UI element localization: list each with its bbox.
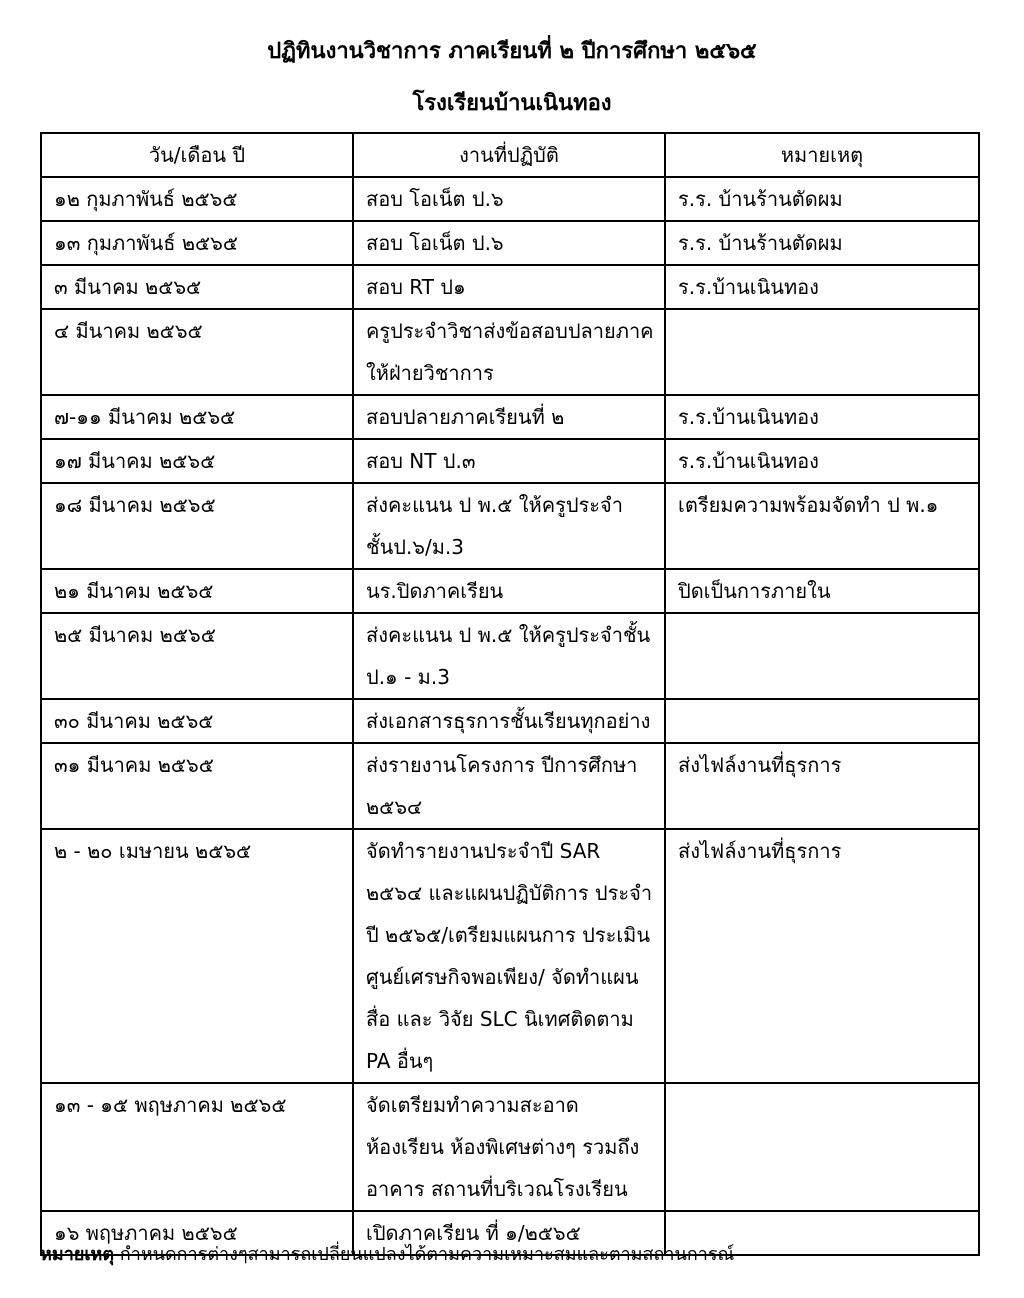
cell-date: ๑๗ มีนาคม ๒๕๖๕	[41, 439, 353, 483]
table-row	[41, 743, 979, 829]
school-name: โรงเรียนบ้านเนินทอง	[412, 91, 612, 116]
table-row	[41, 221, 979, 265]
cell-task: สอบ RT ป๑	[353, 265, 665, 309]
cell-task: จัดเตรียมทำความสะอาดห้องเรียน ห้องพิเศษต่างๆ รวมถึงอาคาร สถานที่บริเวณโรงเรียน	[353, 1083, 665, 1211]
cell-date: ๑๒ กุมภาพันธ์ ๒๕๖๕	[41, 177, 353, 221]
cell-task: เปิดภาคเรียน ที่ ๑/๒๕๖๕	[353, 1211, 665, 1255]
table-header-row	[41, 133, 979, 177]
header-task: งานที่ปฏิบัติ	[353, 133, 665, 177]
header-date: วัน/เดือน ปี	[41, 133, 353, 177]
cell-date: ๗-๑๑ มีนาคม ๒๕๖๕	[41, 395, 353, 439]
cell-task: สอบ NT ป.๓	[353, 439, 665, 483]
cell-note	[665, 699, 979, 743]
table-row	[41, 569, 979, 613]
document-title: ปฏิทินงานวิชาการ ภาคเรียนที่ ๒ ปีการศึกษา ๒๕๖๕	[267, 39, 757, 64]
table-row	[41, 829, 979, 1083]
cell-note: ส่งไฟล์งานที่ธุรการ	[665, 743, 979, 829]
footnote	[40, 1240, 980, 1270]
footnote-text: กำหนดการต่างๆสามารถเปลี่ยนแปลงได้ตามความเหมาะสมและตามสถานการณ์	[114, 1244, 735, 1265]
cell-task: ครูประจำวิชาส่งข้อสอบปลายภาค ให้ฝ่ายวิชาการ	[353, 309, 665, 395]
cell-note	[665, 613, 979, 699]
calendar-table	[40, 132, 980, 1256]
footnote-label: หมายเหตุ	[40, 1244, 115, 1265]
table-row	[41, 699, 979, 743]
cell-note: ร.ร.บ้านเนินทอง	[665, 395, 979, 439]
table-row	[41, 613, 979, 699]
cell-note: ส่งไฟล์งานที่ธุรการ	[665, 829, 979, 1083]
cell-task: นร.ปิดภาคเรียน	[353, 569, 665, 613]
table-row	[41, 309, 979, 395]
cell-note: ร.ร. บ้านร้านตัดผม	[665, 177, 979, 221]
cell-note: เตรียมความพร้อมจัดทำ ป พ.๑	[665, 483, 979, 569]
cell-date: ๒ - ๒๐ เมษายน ๒๕๖๕	[41, 829, 353, 1083]
cell-task: ส่งคะแนน ป พ.๕ ให้ครูประจำ ชั้นป.๖/ม.3	[353, 483, 665, 569]
table-row	[41, 395, 979, 439]
cell-note: ปิดเป็นการภายใน	[665, 569, 979, 613]
cell-note: ร.ร. บ้านร้านตัดผม	[665, 221, 979, 265]
cell-date: ๒๕ มีนาคม ๒๕๖๕	[41, 613, 353, 699]
cell-task: ส่งเอกสารธุรการชั้นเรียนทุกอย่าง	[353, 699, 665, 743]
table-row	[41, 265, 979, 309]
cell-task: สอบ โอเน็ต ป.๖	[353, 221, 665, 265]
cell-date: ๓๐ มีนาคม ๒๕๖๕	[41, 699, 353, 743]
cell-date: ๑๓ กุมภาพันธ์ ๒๕๖๕	[41, 221, 353, 265]
table-row	[41, 1083, 979, 1211]
cell-note	[665, 309, 979, 395]
cell-date: ๓ มีนาคม ๒๕๖๕	[41, 265, 353, 309]
cell-date: ๑๓ - ๑๕ พฤษภาคม ๒๕๖๕	[41, 1083, 353, 1211]
cell-date: ๑๘ มีนาคม ๒๕๖๕	[41, 483, 353, 569]
table-row	[41, 439, 979, 483]
cell-date: ๒๑ มีนาคม ๒๕๖๕	[41, 569, 353, 613]
header-note: หมายเหตุ	[665, 133, 979, 177]
cell-date: ๔ มีนาคม ๒๕๖๕	[41, 309, 353, 395]
cell-task: จัดทำรายงานประจำปี SAR ๒๕๖๔ และแผนปฏิบัติการ ประจำปี ๒๕๖๕/เตรียมแผนการ ประเมินศูนย์เศรษกิจพอเพียง/ จัดทำแผน สื่อ และ วิจัย SLC นิเทศติดตาม PA อื่นๆ	[353, 829, 665, 1083]
table-row	[41, 483, 979, 569]
cell-date: ๑๖ พฤษภาคม ๒๕๖๕	[41, 1211, 353, 1255]
cell-task: สอบปลายภาคเรียนที่ ๒	[353, 395, 665, 439]
cell-date: ๓๑ มีนาคม ๒๕๖๕	[41, 743, 353, 829]
cell-note	[665, 1083, 979, 1211]
cell-note: ร.ร.บ้านเนินทอง	[665, 265, 979, 309]
cell-task: ส่งรายงานโครงการ ปีการศึกษา ๒๕๖๔	[353, 743, 665, 829]
cell-task: ส่งคะแนน ป พ.๕ ให้ครูประจำชั้น ป.๑ - ม.3	[353, 613, 665, 699]
table-row	[41, 177, 979, 221]
cell-note: ร.ร.บ้านเนินทอง	[665, 439, 979, 483]
cell-task: สอบ โอเน็ต ป.๖	[353, 177, 665, 221]
